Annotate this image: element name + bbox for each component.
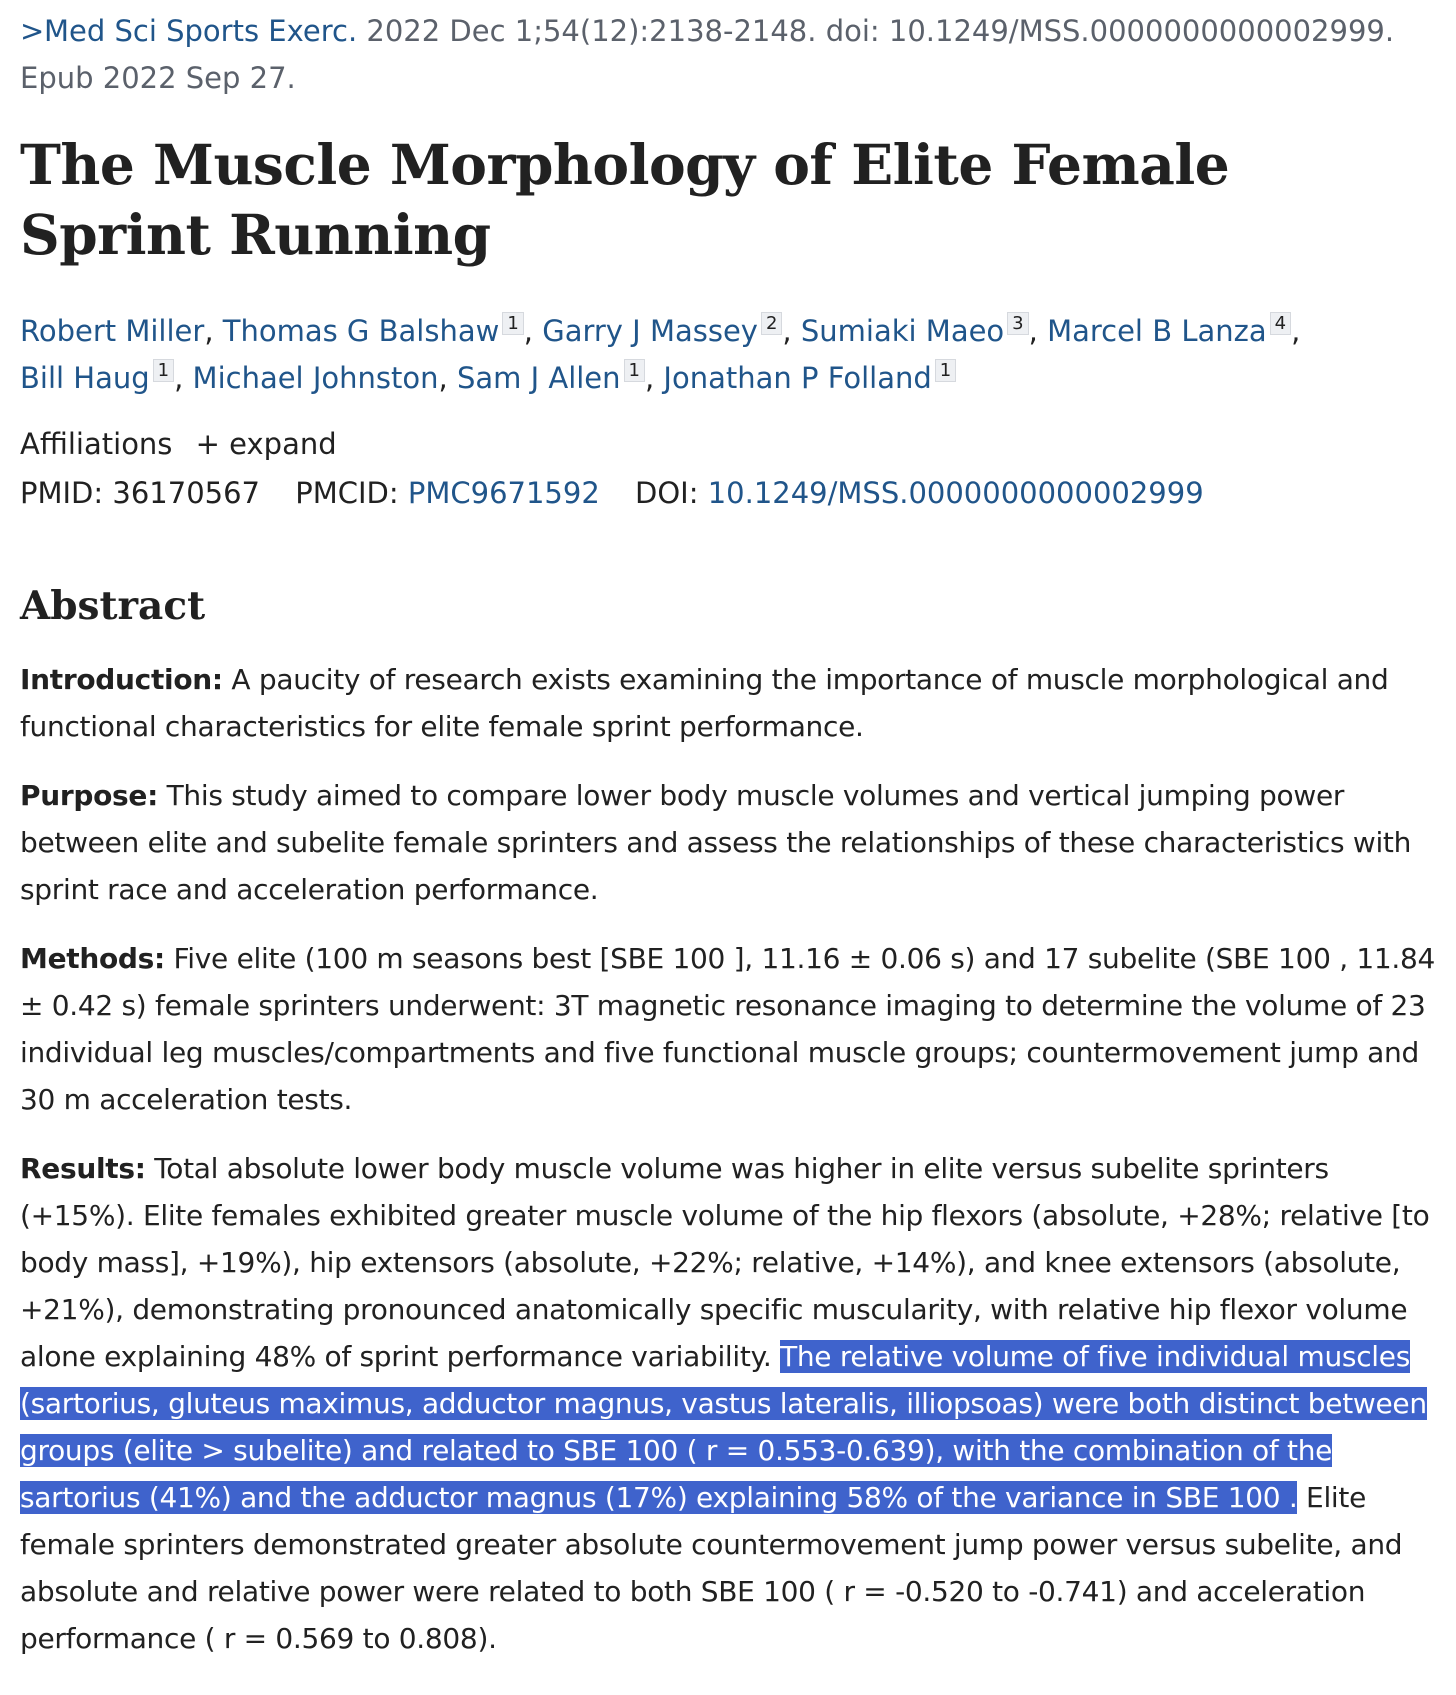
purpose-text: This study aimed to compare lower body muscle volumes and vertical jumping power between elite and subelite female sprinters and assess the relationships of these characteristics with sprint race and acceleration performance.	[20, 779, 1412, 906]
introduction-text: A paucity of research exists examining the importance of muscle morphological and functional characteristics for elite female sprint performance.	[20, 663, 1389, 743]
epub-date: Epub 2022 Sep 27.	[20, 61, 296, 95]
affiliation-marker[interactable]: 1	[935, 359, 956, 382]
author-link[interactable]: Thomas G Balshaw	[222, 314, 500, 348]
doi-label: DOI:	[635, 476, 699, 510]
plus-icon: +	[195, 427, 220, 461]
expand-label: expand	[229, 427, 337, 461]
affiliation-marker[interactable]: 4	[1270, 312, 1291, 335]
affiliations-label: Affiliations	[20, 427, 173, 461]
selected-text-highlight[interactable]: The relative volume of five individual muscles (sartorius, gluteus maximus, adductor magnus, vastus lateralis, illiopsoas) were both distinct between groups (elite > subelite) and related to SBE 100 ( r = 0.553-0.639), with the combination of the sartorius (41%) and the adductor magnus (17%) explaining 58% of the variance in SBE 100 .	[20, 1340, 1427, 1514]
author-link[interactable]: Marcel B Lanza	[1047, 314, 1267, 348]
author-link[interactable]: Michael Johnston	[192, 361, 439, 395]
author-link[interactable]: Garry J Massey	[542, 314, 758, 348]
author-link[interactable]: Sam J Allen	[456, 361, 621, 395]
author-link[interactable]: Jonathan P Folland	[663, 361, 932, 395]
abstract-purpose	[20, 772, 1440, 913]
affiliation-marker[interactable]: 1	[153, 359, 174, 382]
article-title: The Muscle Morphology of Elite Female Sprint Running	[20, 132, 1230, 267]
abstract-results	[20, 1145, 1440, 1662]
abstract-heading: Abstract	[20, 583, 206, 629]
introduction-label: Introduction:	[20, 663, 223, 696]
results-text: Total absolute lower body muscle volume was higher in elite versus subelite sprinters (+15%). Elite females exhibited greater muscle volume of the hip flexors (absolute, +28%; relative [to body mass], +19%), hip extensors (absolute, +22%; relative, +14%), and knee extensors (absolute, +21%), demonstrating pronounced anatomically specific muscularity, with relative hip flexor volume alone explaining 48% of sprint performance variability.	[20, 1152, 1430, 1373]
affiliation-marker[interactable]: 1	[502, 312, 523, 335]
results-label: Results:	[20, 1152, 146, 1185]
expand-button[interactable]	[196, 427, 337, 461]
citation-line	[20, 8, 1436, 102]
affiliation-marker[interactable]: 3	[1007, 312, 1028, 335]
doi-link[interactable]: 10.1249/MSS.0000000000002999	[707, 476, 1204, 510]
author-link[interactable]: Robert Miller	[20, 314, 205, 348]
affiliations-toggle[interactable]	[20, 422, 1436, 466]
identifier-line	[20, 468, 1436, 518]
author-list: Robert Miller, Thomas G Balshaw $^1$ , Garry J Massey $^2$ , Sumiaki Maeo $^3$ , Marcel B Lanza $^4$ , Bill Haug $^1$ , Michael Johnston, Sam J Allen $^1$ , Jonathan P Folland $^1$	[20, 313, 1301, 395]
pmcid-label: PMCID:	[295, 476, 399, 510]
abstract-introduction	[20, 656, 1440, 750]
affiliation-marker[interactable]: 1	[624, 359, 645, 382]
pmid-value: 36170567	[112, 476, 260, 510]
chevron-right-icon[interactable]: >	[20, 14, 45, 48]
pmcid-link[interactable]: PMC9671592	[407, 476, 600, 510]
affiliation-marker[interactable]: 2	[761, 312, 782, 335]
pmid-label: PMID:	[20, 476, 104, 510]
author-link[interactable]: Bill Haug	[20, 361, 150, 395]
abstract-methods	[20, 935, 1440, 1123]
author-link[interactable]: Sumiaki Maeo	[800, 314, 1005, 348]
citation-details: 2022 Dec 1;54(12):2138-2148. doi: 10.1249/MSS.0000000000002999.	[366, 14, 1395, 48]
journal-link[interactable]: Med Sci Sports Exerc.	[44, 14, 358, 48]
purpose-label: Purpose:	[20, 779, 158, 812]
methods-label: Methods:	[20, 942, 165, 975]
methods-text: Five elite (100 m seasons best [SBE 100 ], 11.16 ± 0.06 s) and 17 subelite (SBE 100 , 11.84 ± 0.42 s) female sprinters underwent: 3T magnetic resonance imaging to determine the volume of 23 individual leg muscles/compartments and five functional muscle groups; countermovement jump and 30 m acceleration tests.	[20, 942, 1436, 1116]
results-text-continued: Elite female sprinters demonstrated greater absolute countermovement jump power versus subelite, and absolute and relative power were related to both SBE 100 ( r = -0.520 to -0.741) and acceleration performance ( r = 0.569 to 0.808).	[20, 1481, 1403, 1655]
